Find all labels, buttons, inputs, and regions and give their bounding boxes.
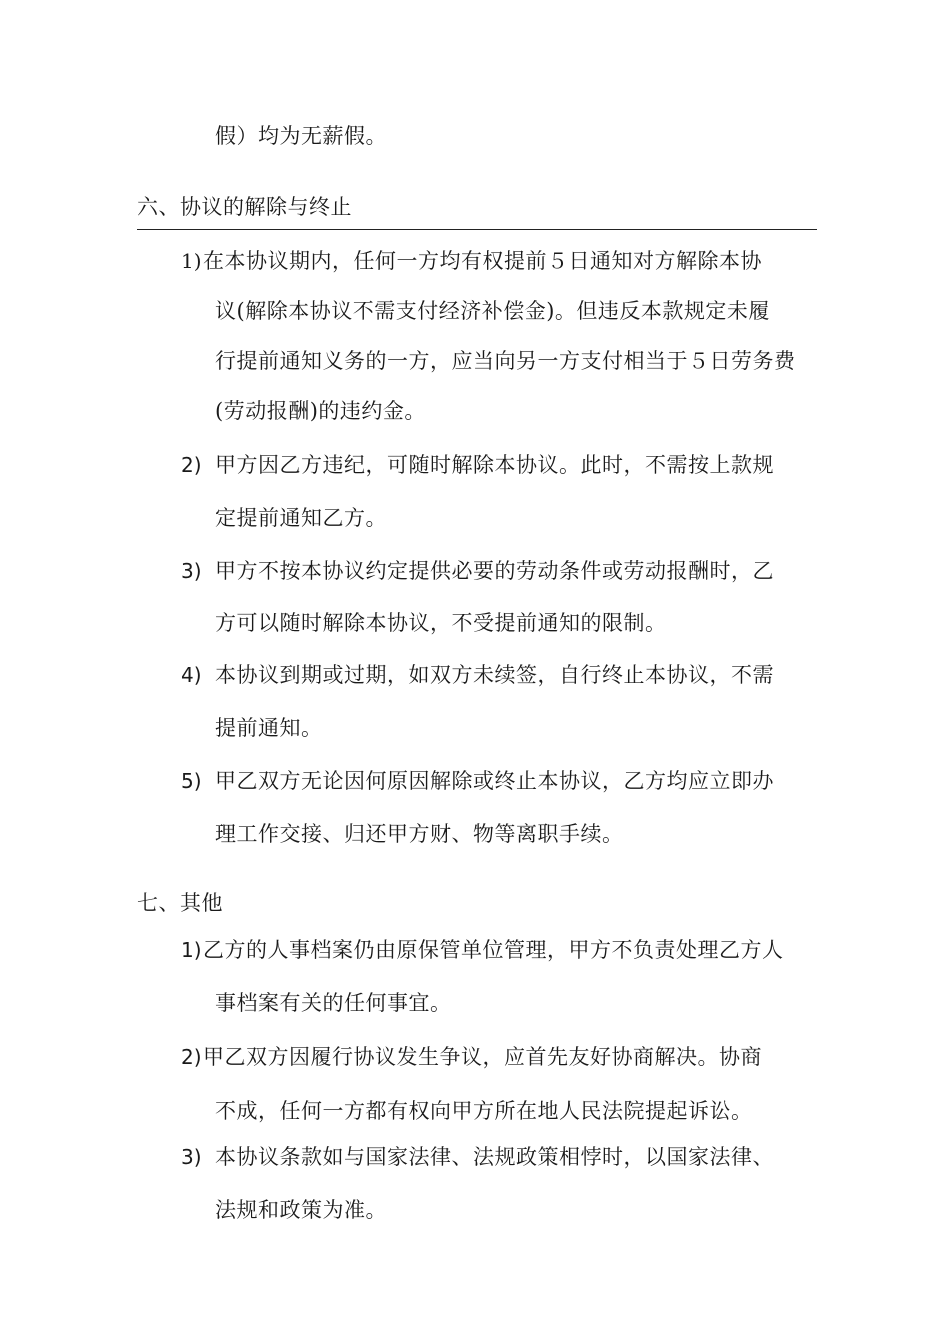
item-text-line: 事档案有关的任何事宜。: [215, 991, 452, 1015]
item-text-line: 乙方的人事档案仍由原保管单位管理，甲方不负责处理乙方人: [203, 938, 784, 962]
item-text-line: 甲方因乙方违纪，可随时解除本协议。此时，不需按上款规: [215, 453, 774, 477]
item-text-line: 甲方不按本协议约定提供必要的劳动条件或劳动报酬时，乙: [215, 559, 774, 583]
item-number: 5): [181, 769, 202, 793]
section-6-heading: 六、协议的解除与终止: [137, 195, 352, 219]
item-number: 2): [181, 453, 202, 477]
item-text-line: 行提前通知义务的一方，应当向另一方支付相当于５日劳务费: [215, 349, 796, 373]
section-7-heading: 七、其他: [137, 891, 223, 915]
item-number: 2): [181, 1045, 202, 1069]
item-text-line: 在本协议期内，任何一方均有权提前５日通知对方解除本协: [203, 249, 762, 273]
item-text-line: 理工作交接、归还甲方财、物等离职手续。: [215, 822, 624, 846]
item-text-line: 本协议条款如与国家法律、法规政策相悖时，以国家法律、: [215, 1145, 774, 1169]
item-text-line: 提前通知。: [215, 716, 323, 740]
item-text-line: 不成，任何一方都有权向甲方所在地人民法院提起诉讼。: [215, 1099, 753, 1123]
item-text-line: 定提前通知乙方。: [215, 506, 387, 530]
continuation-line: 假）均为无薪假。: [215, 124, 387, 148]
item-number: 3): [181, 1145, 202, 1169]
item-text-line: 甲乙双方无论因何原因解除或终止本协议，乙方均应立即办: [215, 769, 774, 793]
heading-underline: [137, 229, 817, 230]
item-number: 1): [181, 938, 202, 962]
item-text-line: (劳动报酬)的违约金。: [215, 399, 426, 423]
item-number: 1): [181, 249, 202, 273]
item-number: 3): [181, 559, 202, 583]
item-text-line: 本协议到期或过期，如双方未续签，自行终止本协议，不需: [215, 663, 774, 687]
item-number: 4): [181, 663, 202, 687]
item-text-line: 方可以随时解除本协议，不受提前通知的限制。: [215, 611, 667, 635]
item-text-line: 甲乙双方因履行协议发生争议，应首先友好协商解决。协商: [203, 1045, 762, 1069]
item-text-line: 议(解除本协议不需支付经济补偿金)。但违反本款规定未履: [215, 299, 770, 323]
item-text-line: 法规和政策为准。: [215, 1198, 387, 1222]
